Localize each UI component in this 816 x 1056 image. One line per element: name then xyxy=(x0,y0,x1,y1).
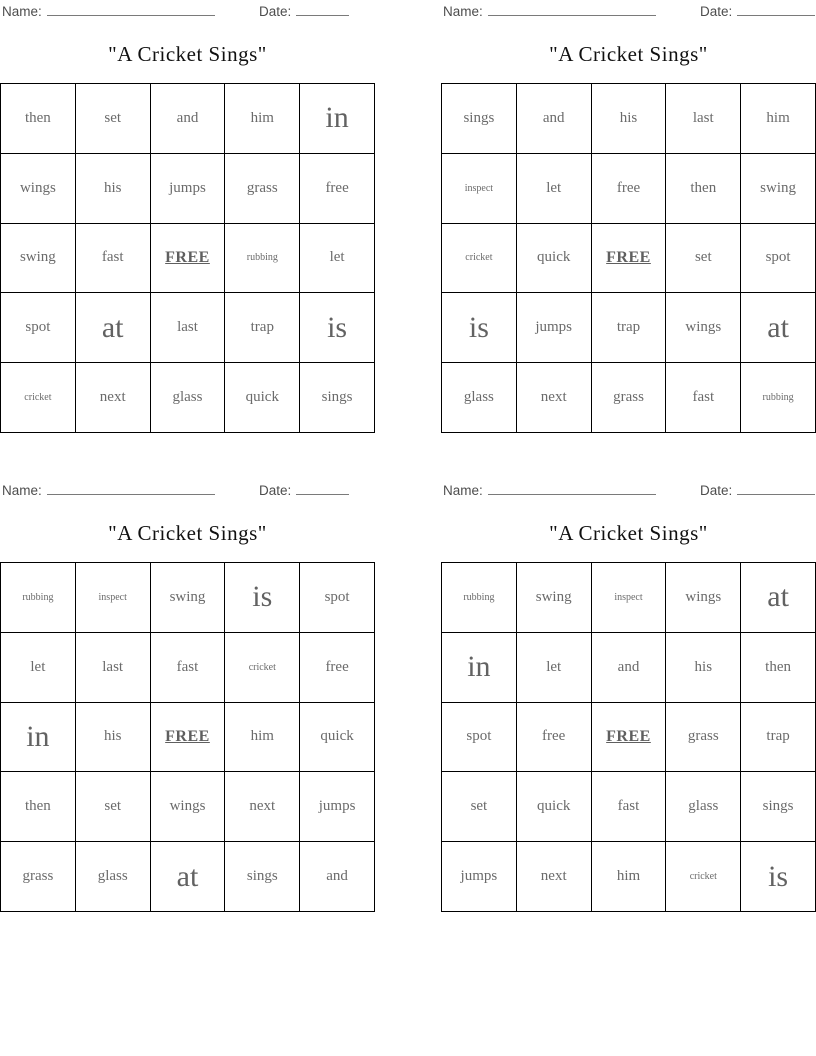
bingo-cell: swing xyxy=(151,563,225,632)
date-field xyxy=(259,3,349,19)
bingo-cell: free xyxy=(592,154,666,223)
bingo-cell: rubbing xyxy=(741,363,815,432)
bingo-cell: glass xyxy=(151,363,225,432)
date-line xyxy=(296,3,349,16)
name-line xyxy=(488,3,656,16)
card-header xyxy=(441,482,816,500)
bingo-cell: quick xyxy=(225,363,299,432)
name-label: Name: xyxy=(2,483,42,498)
bingo-cell: rubbing xyxy=(1,563,75,632)
date-field xyxy=(700,3,815,19)
bingo-cell: swing xyxy=(517,563,591,632)
bingo-cell: inspect xyxy=(76,563,150,632)
bingo-cell: jumps xyxy=(300,772,374,841)
bingo-cell: grass xyxy=(1,842,75,911)
bingo-cell: spot xyxy=(442,703,516,772)
bingo-cell: swing xyxy=(741,154,815,223)
bingo-card-bottom-right xyxy=(441,479,816,912)
date-field xyxy=(259,482,349,498)
bingo-cell: set xyxy=(76,772,150,841)
bingo-cell: cricket xyxy=(225,633,299,702)
date-label: Date: xyxy=(700,4,733,19)
bingo-cell: glass xyxy=(76,842,150,911)
bingo-cell: let xyxy=(517,633,591,702)
date-line xyxy=(737,482,815,495)
bingo-cell: then xyxy=(1,84,75,153)
bingo-cell: fast xyxy=(76,224,150,293)
name-line xyxy=(47,482,215,495)
date-label: Date: xyxy=(700,483,733,498)
bingo-cell: quick xyxy=(300,703,374,772)
bingo-cell: is xyxy=(225,563,299,632)
bingo-cell: in xyxy=(300,84,374,153)
bingo-cell: next xyxy=(517,363,591,432)
bingo-cell: and xyxy=(592,633,666,702)
bingo-grid xyxy=(0,83,375,433)
bingo-cell: next xyxy=(76,363,150,432)
bingo-cell: his xyxy=(666,633,740,702)
free-space-cell: FREE xyxy=(592,703,666,772)
bingo-cell: grass xyxy=(666,703,740,772)
card-title: "A Cricket Sings" xyxy=(108,521,267,545)
bingo-cell: then xyxy=(1,772,75,841)
bingo-cell: inspect xyxy=(592,563,666,632)
bingo-cell: spot xyxy=(741,224,815,293)
bingo-cell: his xyxy=(76,154,150,223)
bingo-cell: glass xyxy=(666,772,740,841)
bingo-cell: free xyxy=(300,154,374,223)
bingo-cell: jumps xyxy=(517,293,591,362)
name-field xyxy=(443,3,656,19)
name-label: Name: xyxy=(2,4,42,19)
bingo-cell: spot xyxy=(300,563,374,632)
bingo-cell: him xyxy=(741,84,815,153)
bingo-grid xyxy=(441,562,816,912)
bingo-cell: is xyxy=(442,293,516,362)
free-space-cell: FREE xyxy=(592,224,666,293)
bingo-cell: jumps xyxy=(442,842,516,911)
date-line xyxy=(737,3,815,16)
bingo-cell: fast xyxy=(151,633,225,702)
bingo-cell: and xyxy=(517,84,591,153)
name-label: Name: xyxy=(443,4,483,19)
bingo-cell: and xyxy=(300,842,374,911)
bingo-cell: let xyxy=(517,154,591,223)
bingo-cell: quick xyxy=(517,772,591,841)
bingo-cell: fast xyxy=(666,363,740,432)
bingo-cell: at xyxy=(741,293,815,362)
date-field xyxy=(700,482,815,498)
bingo-cell: him xyxy=(225,703,299,772)
bingo-cell: fast xyxy=(592,772,666,841)
bingo-cell: quick xyxy=(517,224,591,293)
bingo-cell: last xyxy=(76,633,150,702)
bingo-cell: wings xyxy=(1,154,75,223)
bingo-cell: set xyxy=(666,224,740,293)
bingo-cell: let xyxy=(1,633,75,702)
bingo-cell: free xyxy=(517,703,591,772)
card-header xyxy=(0,482,375,500)
name-label: Name: xyxy=(443,483,483,498)
bingo-cell: grass xyxy=(592,363,666,432)
bingo-cell: next xyxy=(517,842,591,911)
bingo-cell: sings xyxy=(225,842,299,911)
bingo-card-top-right xyxy=(441,0,816,433)
bingo-cell: his xyxy=(76,703,150,772)
bingo-cell: free xyxy=(300,633,374,702)
bingo-cell: trap xyxy=(741,703,815,772)
name-field xyxy=(2,3,215,19)
bingo-cell: wings xyxy=(666,563,740,632)
name-field xyxy=(2,482,215,498)
bingo-cell: grass xyxy=(225,154,299,223)
bingo-cell: him xyxy=(592,842,666,911)
bingo-cell: then xyxy=(741,633,815,702)
bingo-cell: in xyxy=(442,633,516,702)
bingo-cell: is xyxy=(300,293,374,362)
bingo-cell: at xyxy=(76,293,150,362)
bingo-grid xyxy=(441,83,816,433)
bingo-cell: wings xyxy=(151,772,225,841)
card-title: "A Cricket Sings" xyxy=(549,42,708,66)
bingo-cell: and xyxy=(151,84,225,153)
bingo-card-bottom-left xyxy=(0,479,375,912)
card-title: "A Cricket Sings" xyxy=(549,521,708,545)
bingo-cell: in xyxy=(1,703,75,772)
date-label: Date: xyxy=(259,4,292,19)
name-line xyxy=(488,482,656,495)
bingo-cell: wings xyxy=(666,293,740,362)
card-header xyxy=(441,3,816,21)
bingo-cell: last xyxy=(151,293,225,362)
bingo-grid xyxy=(0,562,375,912)
free-space-cell: FREE xyxy=(151,224,225,293)
date-label: Date: xyxy=(259,483,292,498)
bingo-cell: set xyxy=(442,772,516,841)
bingo-cell: set xyxy=(76,84,150,153)
bingo-cell: is xyxy=(741,842,815,911)
bingo-cell: cricket xyxy=(666,842,740,911)
bingo-cell: inspect xyxy=(442,154,516,223)
bingo-cell: at xyxy=(741,563,815,632)
bingo-cell: next xyxy=(225,772,299,841)
bingo-cell: sings xyxy=(442,84,516,153)
bingo-card-top-left xyxy=(0,0,375,433)
bingo-cell: jumps xyxy=(151,154,225,223)
card-header xyxy=(0,3,375,21)
card-title: "A Cricket Sings" xyxy=(108,42,267,66)
bingo-cell: his xyxy=(592,84,666,153)
bingo-cell: spot xyxy=(1,293,75,362)
bingo-cell: glass xyxy=(442,363,516,432)
bingo-cell: trap xyxy=(592,293,666,362)
bingo-cell: trap xyxy=(225,293,299,362)
bingo-cell: swing xyxy=(1,224,75,293)
bingo-cell: then xyxy=(666,154,740,223)
bingo-cell: last xyxy=(666,84,740,153)
name-line xyxy=(47,3,215,16)
date-line xyxy=(296,482,349,495)
bingo-cell: cricket xyxy=(442,224,516,293)
bingo-cell: rubbing xyxy=(442,563,516,632)
bingo-cell: let xyxy=(300,224,374,293)
bingo-cell: him xyxy=(225,84,299,153)
bingo-cell: cricket xyxy=(1,363,75,432)
bingo-cell: sings xyxy=(300,363,374,432)
free-space-cell: FREE xyxy=(151,703,225,772)
bingo-cell: at xyxy=(151,842,225,911)
name-field xyxy=(443,482,656,498)
bingo-cell: sings xyxy=(741,772,815,841)
bingo-cell: rubbing xyxy=(225,224,299,293)
